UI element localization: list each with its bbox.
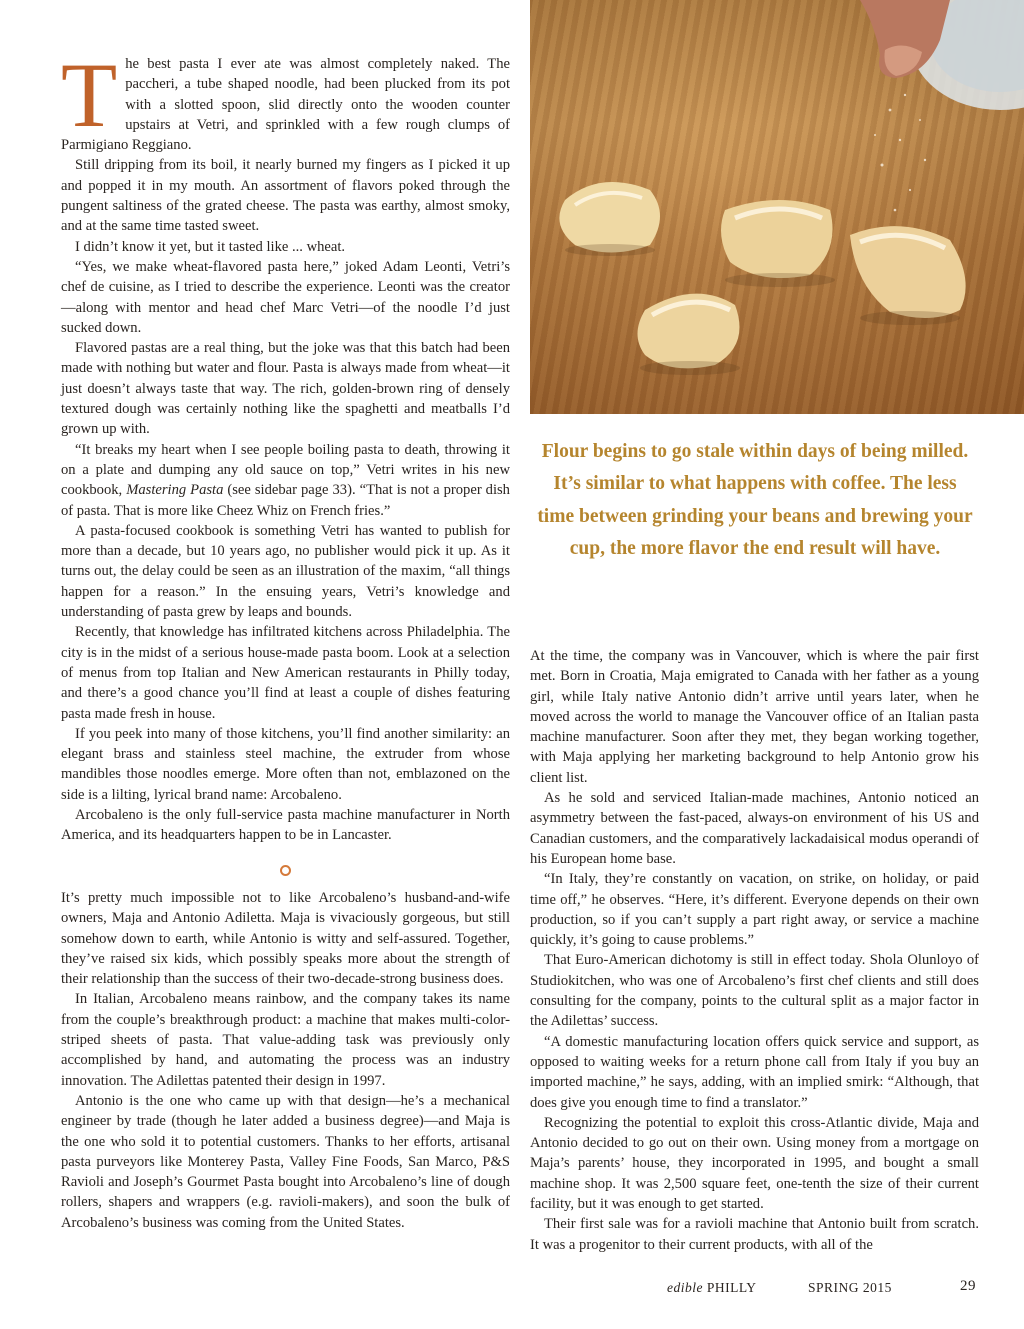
article-paragraph-12: In Italian, Arcobaleno means rainbow, and the company takes its name from the couple’s breakthrough product: a machine that makes multi-color-striped sheets of pasta. That value-adding task was previously only accomplished by hand, and automating the process was an industry innovation. The Adilettas patented their design in 1997. xyxy=(61,991,510,1089)
article-paragraph-10: Arcobaleno is the only full-service pasta machine manufacturer in North America, and its headquarters happen to be in Lancaster. xyxy=(61,806,510,844)
pasta-photo xyxy=(530,0,1024,414)
article-paragraph-9: If you peek into many of those kitchens, you’ll find another similarity: an elegant brass and stainless steel machine, the extruder from whose mandibles those noodles emerge. More often than not, emblazoned on the side is a lilting, lyrical brand name: Arcobaleno. xyxy=(61,725,510,803)
brand-italic: edible xyxy=(667,1280,703,1295)
pasta-illustration xyxy=(530,0,1024,414)
article-paragraph-16: “In Italy, they’re constantly on vacation, on strike, on holiday, or paid time off,” he observes. “Here, it’s different. Everyone depends on their own production, so if you can’t supply a part right away, or service a machine quickly, it’s going to cause problems.” xyxy=(530,871,979,949)
article-paragraph-2: Still dripping from its boil, it nearly burned my fingers as I picked it up and popped it in my mouth. An assortment of flavors poked through the pungent saltiness of the grated cheese. The pasta was earthy, almost smoky, and at the same time tasted sweet. xyxy=(61,157,510,235)
page-number: 29 xyxy=(960,1278,976,1294)
left-column-top xyxy=(61,44,510,846)
article-paragraph-15: As he sold and serviced Italian-made machines, Antonio noticed an asymmetry between the fast-paced, always-on environment of his US and Canadian customers, and the comparatively lackadaisical modus operandi of his European home base. xyxy=(530,790,979,867)
page-footer xyxy=(667,1280,980,1296)
book-title: Mastering Pasta xyxy=(126,482,224,499)
magazine-name xyxy=(667,1280,757,1295)
article-paragraph-1 xyxy=(61,44,510,155)
brand-city: PHILLY xyxy=(706,1280,757,1295)
article-paragraph-3: I didn’t know it yet, but it tasted like ... wheat. xyxy=(75,238,346,255)
article-paragraph-13: Antonio is the one who came up with that design—he’s a mechanical engineer by trade (though he later added a business degree)—and Maja is the one who sold it to potential customers. Thanks to her efforts, artisanal pasta purveyors like Monterey Pasta, Valley Fine Foods, San Marco, P&S Ravioli and Joseph’s Gourmet Pasta bought into Arcobaleno’s line of dough rollers, shapers and wrappers (e.g. ravioli-makers), and soon the bulk of Arcobaleno’s business was coming from the United States. xyxy=(61,1092,510,1231)
article-paragraph-19: Recognizing the potential to exploit this cross-Atlantic divide, Maja and Antonio decided to go out on their own. Using money from a mortgage on Maja’s parents’ house, they incorporated in 1995, and bought a small machine shop. It was 2,500 square feet, one-tenth the size of their current facility, but it was enough to get started. xyxy=(530,1114,979,1213)
article-paragraph-14: At the time, the company was in Vancouver, which is where the pair first met. Born in Croatia, Maja emigrated to Canada with her father as a young girl, while Italy native Antonio didn’t arrive until years later, when he moved across the world to manage the Vancouver office of an Italian pasta machine manufacturer. Soon after they met, they began working together, with Maja applying her marketing background to help Antonio grow his client list. xyxy=(530,648,979,786)
paragraph-text: “It breaks my heart when I see people boiling pasta to death, throwing it on a plate and dumping any old sauce on top,” Vetri writes in his new cookbook, xyxy=(61,441,510,499)
article-paragraph-11: It’s pretty much impossible not to like Arcobaleno’s husband-and-wife owners, Maja and Antonio Adiletta. Maja is vivaciously gorgeous, but still somehow down to earth, while Antonio is witty and self-assured. Together, they’ve raised six kids, which possibly speaks more about the strength of their relationship than the success of their two-decade-strong business does. xyxy=(61,890,510,988)
article-paragraph-4: “Yes, we make wheat-flavored pasta here,” joked Adam Leonti, Vetri’s chef de cuisine, as I tried to describe the experience. Leonti was the creator—along with mentor and head chef Marc Vetri—of the noodle I’d just sucked down. xyxy=(61,258,510,336)
article-paragraph-7: A pasta-focused cookbook is something Vetri has wanted to publish for more than a decade, but 10 years ago, no publisher would pick it up. As it turns out, the delay could be seen as an illustration of the maxim, “all things happen for a reason.” In the ensuing years, Vetri’s knowledge and understanding of pasta grew by leaps and bounds. xyxy=(61,522,510,621)
section-break-ornament xyxy=(280,865,291,876)
article-paragraph-18: “A domestic manufacturing location offers quick service and support, as opposed to waiting weeks for a return phone call from Italy if you buy an imported machine,” he says, adding, with an implied smirk: “Although, that does give you enough time to find a translator.” xyxy=(530,1033,979,1111)
left-column-bottom xyxy=(61,888,510,1233)
drop-cap: T xyxy=(61,44,118,146)
right-column-bottom xyxy=(530,646,979,1255)
article-paragraph-17: That Euro-American dichotomy is still in effect today. Shola Olunloyo of Studiokitchen, who was one of Arcobaleno’s first chef clients and still does consulting for the company, points to the cultural split as a major factor in the Adilettas’ success. xyxy=(530,952,979,1030)
pull-quote: Flour begins to go stale within days of being milled. It’s similar to what happens with coffee. The less time between grinding your beans and brewing your cup, the more flavor the end result will have. xyxy=(537,441,973,559)
article-paragraph-20: Their first sale was for a ravioli machine that Antonio built from scratch. It was a progenitor to their current products, with all of the xyxy=(530,1216,979,1253)
article-paragraph-5: Flavored pastas are a real thing, but the joke was that this batch had been made with nothing but water and flour. Pasta is always made from wheat—it just doesn’t always taste that way. The rich, golden-brown ring of densely textured dough was certainly nothing like the spaghetti and meatballs I’d grown up with. xyxy=(61,340,510,438)
paragraph-text: he best pasta I ever ate was almost completely naked. The paccheri, a tube shaped noodle, had been plucked from its pot with a slotted spoon, slid directly onto the wooden counter upstairs at Vetri, and sprinkled with a few rough clumps of Parmigiano Reggiano. xyxy=(61,56,510,154)
article-paragraph-8: Recently, that knowledge has infiltrated kitchens across Philadelphia. The city is in the midst of a serious house-made pasta boom. Look at a selection of menus from top Italian and New American restaurants in Philly today, and there’s a good chance you’ll find at least a couple of dishes featuring pasta made fresh in house. xyxy=(61,624,510,722)
paragraph-text: (see sidebar page 33). “That is not a proper dish of pasta. That is more like Cheez Whiz on French fries.” xyxy=(61,482,510,519)
issue-season: SPRING 2015 xyxy=(808,1280,892,1295)
article-paragraph-6 xyxy=(61,440,510,521)
